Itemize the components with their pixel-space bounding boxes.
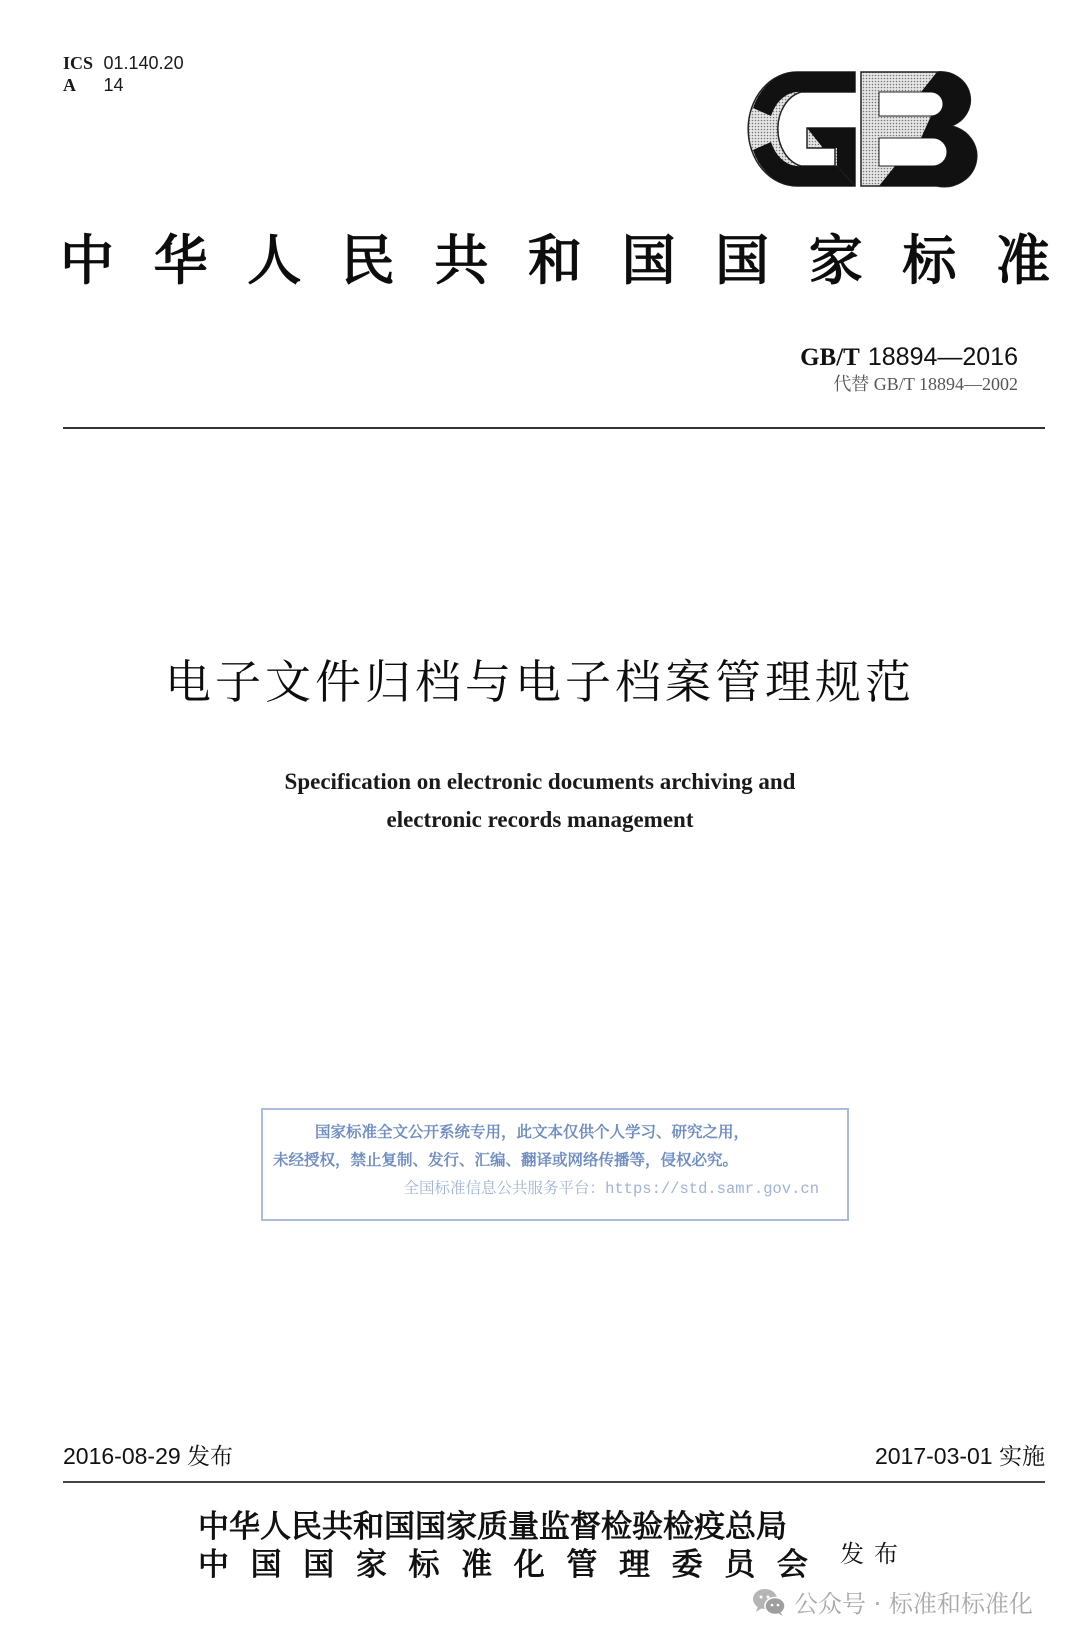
classification-codes <box>63 52 184 96</box>
banner-char: 华 <box>153 228 208 292</box>
national-standard-banner <box>60 228 1050 292</box>
platform-url[interactable]: https://std.samr.gov.cn <box>605 1180 819 1198</box>
ics-code <box>63 52 184 74</box>
gb-logo-icon <box>745 68 981 190</box>
banner-char: 共 <box>434 228 489 292</box>
publisher-char: 委 <box>671 1547 703 1583</box>
banner-char: 国 <box>715 228 770 292</box>
publisher-char: 理 <box>619 1547 650 1583</box>
footer-divider <box>63 1481 1045 1483</box>
notice-line-2: 未经授权，禁止复制、发行、汇编、翻译或网络传播等，侵权必究。 <box>273 1150 739 1169</box>
publisher-char: 国 <box>303 1547 335 1583</box>
ics-label: ICS <box>63 53 94 73</box>
standard-number <box>800 342 1018 373</box>
ccs-value: 14 <box>103 75 124 95</box>
banner-char: 中 <box>60 228 114 292</box>
banner-char: 准 <box>995 228 1050 292</box>
effective-date: 2017-03-01 实施 <box>874 1443 1045 1469</box>
banner-char: 国 <box>621 228 676 292</box>
english-title-line-2: electronic records management <box>386 807 694 832</box>
banner-char: 标 <box>902 228 957 292</box>
banner-char: 民 <box>340 228 395 292</box>
copyright-notice-box <box>261 1108 849 1221</box>
publisher-char: 员 <box>724 1547 756 1583</box>
wechat-icon <box>752 1587 786 1617</box>
publisher-char: 准 <box>461 1547 493 1583</box>
banner-char: 和 <box>527 228 582 292</box>
publish-label: 发布 <box>840 1540 908 1568</box>
document-title-english <box>0 763 1080 839</box>
ccs-code <box>63 74 184 96</box>
notice-line-3 <box>273 1174 837 1203</box>
banner-char: 家 <box>808 228 863 292</box>
english-title-line-1: Specification on electronic documents archiving and <box>284 769 796 794</box>
standard-prefix: GB/T <box>800 344 860 371</box>
publisher-char: 化 <box>513 1547 545 1583</box>
publisher-char: 管 <box>566 1547 598 1583</box>
publisher-char: 会 <box>776 1547 808 1583</box>
publisher-aqsiq: 中华人民共和国国家质量监督检验检疫总局 <box>198 1509 787 1545</box>
standard-number-block <box>800 342 1018 395</box>
publisher-char: 标 <box>408 1547 440 1583</box>
publishers <box>198 1508 808 1584</box>
notice-line-1: 国家标准全文公开系统专用，此文本仅供个人学习、研究之用， <box>315 1122 750 1141</box>
issue-date: 2016-08-29 发布 <box>63 1443 234 1469</box>
header-divider <box>63 427 1045 429</box>
publisher-sac <box>198 1546 808 1584</box>
watermark-text: 公众号 · 标准和标准化 <box>794 1590 1033 1618</box>
publisher-char: 中 <box>198 1547 229 1583</box>
publisher-char: 家 <box>355 1547 387 1583</box>
publisher-char: 国 <box>250 1547 282 1583</box>
replaces-standard: 代替 GB/T 18894—2002 <box>833 374 1018 394</box>
wechat-watermark <box>752 1584 1033 1619</box>
platform-label: 全国标准信息公共服务平台： <box>403 1179 606 1197</box>
ccs-label: A <box>63 75 76 95</box>
ics-value: 01.140.20 <box>103 53 184 73</box>
standard-code: 18894—2016 <box>867 343 1018 371</box>
banner-char: 人 <box>247 228 302 292</box>
document-title-chinese: 电子文件归档与电子档案管理规范 <box>165 655 915 709</box>
